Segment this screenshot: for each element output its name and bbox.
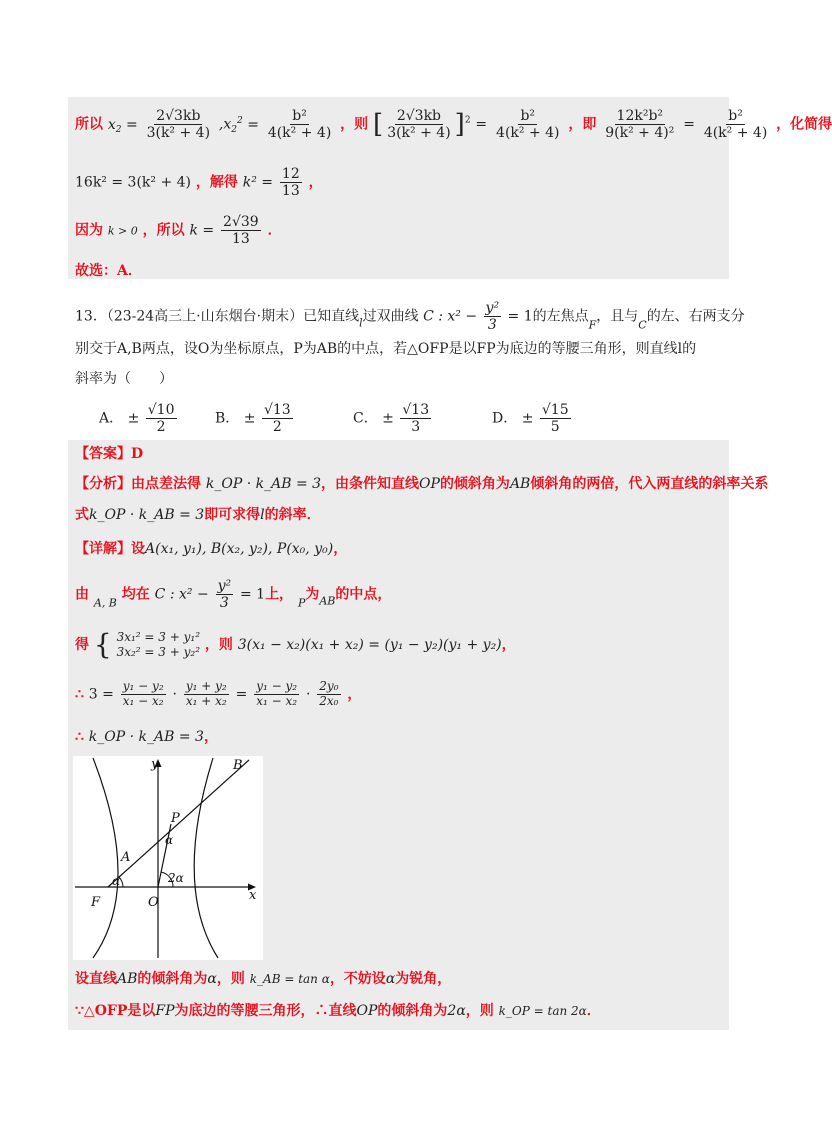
- label-alpha-f: α: [112, 874, 121, 888]
- question-line-2: 别交于A,B两点，设O为坐标原点，P为AB的中点，若△OFP是以FP为底边的等腰三角形，则直线l的: [75, 341, 697, 357]
- label-p: P: [171, 811, 180, 826]
- label-o: O: [148, 895, 159, 910]
- final-line-2: ∵△OFP是以FP为底边的等腰三角形，∴直线OP的倾斜角为2α，则 k_OP = tan 2α．: [75, 1003, 601, 1019]
- option-c[interactable]: C． ± $\frac{√13}{3}$: [353, 402, 430, 436]
- detail-line-1: 【详解】设A(x₁, y₁), B(x₂, y₂), P(x₀, y₀)，: [75, 541, 348, 557]
- detail-line-4: ∴ 3 = $\frac{\text{y₁ − y₂}}{\text{x₁ − x₂}}$ · $\frac{\text{y₁ + y₂}}{\text{x₁ + x₂}}$ = $\frac{\text{y₁ − y₂}}{\text{x₁ − x₂}}$ · $\frac{\text{2y₀}}{\text{2x₀}}$ ，: [75, 679, 362, 708]
- option-a[interactable]: A． ± $\frac{√10}{2}$: [99, 402, 175, 436]
- detail-line-2: 由 $_{A, B}$ 均在 C : x² − $\frac{\text{y²}}{3}$ = 1上， $_P$为$_{AB}$的中点，: [75, 578, 392, 612]
- prev-line-1: 所以 $x_2$ = $\frac{2√3kb}{\text{3(k² + 4)}}$ $,x_2^2$ = $\frac{\text{b²}}{\text{4(k² + 4)}}$ ，则 [ $\frac{2√3kb}{\text{3(k² + 4)}}$ ]$^2$ = $\frac{\text{b²}}{\text{4(k² + 4)}}$ ，即 $\frac{\text{12k²b²}}{\text{9(k² + 4)²}}$ = $\frac{\text{b²}}{\text{4(k² + 4)}}$ ，化简得: [75, 108, 832, 142]
- label-alpha-p: α: [165, 833, 174, 847]
- label-2alpha: 2α: [168, 871, 184, 885]
- label-b: B: [233, 758, 243, 773]
- answer-label: 【答案】D: [75, 446, 144, 462]
- detail-line-3: 得 { 3x₁² = 3 + y₁² 3x₂² = 3 + y₂² ，则 3(x₁ − x₂)(x₁ + x₂) = (y₁ − y₂)(y₁ + y₂)，: [75, 628, 516, 661]
- option-b[interactable]: B． ± $\frac{√13}{2}$: [215, 402, 291, 436]
- prev-line-2: 16k² = 3(k² + 4) ，解得 k² = $\frac{12}{13}$ ，: [75, 166, 323, 200]
- prev-choice: 故选：A．: [75, 263, 142, 279]
- option-d[interactable]: D． ± $\frac{√15}{5}$: [492, 402, 569, 436]
- label-a: A: [121, 850, 131, 865]
- label-x: x: [249, 888, 257, 903]
- prev-line-3: 因为 k > 0 ，所以 k = $\frac{2√39}{13}$ ．: [75, 214, 282, 248]
- final-line-1: 设直线AB的倾斜角为α，则 k_AB = tan α，不妨设α为锐角，: [75, 971, 452, 987]
- detail-line-5: ∴ k_OP · k_AB = 3，: [75, 729, 218, 745]
- question-line-1: 13．（23-24高三上·山东烟台·期末）已知直线$_l$过双曲线 C : x² − $\frac{\text{y²}}{3}$ = 1的左焦点$_F$，且与$_C$的左、右两支分: [75, 300, 745, 334]
- analysis-line-1: 【分析】由点差法得 k_OP · k_AB = 3，由条件知直线OP的倾斜角为AB倾斜角的两倍，代入两直线的斜率关系: [75, 476, 769, 492]
- analysis-line-2: 式k_OP · k_AB = 3即可求得l的斜率．: [75, 507, 321, 523]
- question-line-3: 斜率为（ ）: [75, 371, 173, 387]
- label-y: y: [151, 757, 159, 772]
- label-f: F: [91, 895, 101, 910]
- hyperbola-figure: [73, 756, 263, 960]
